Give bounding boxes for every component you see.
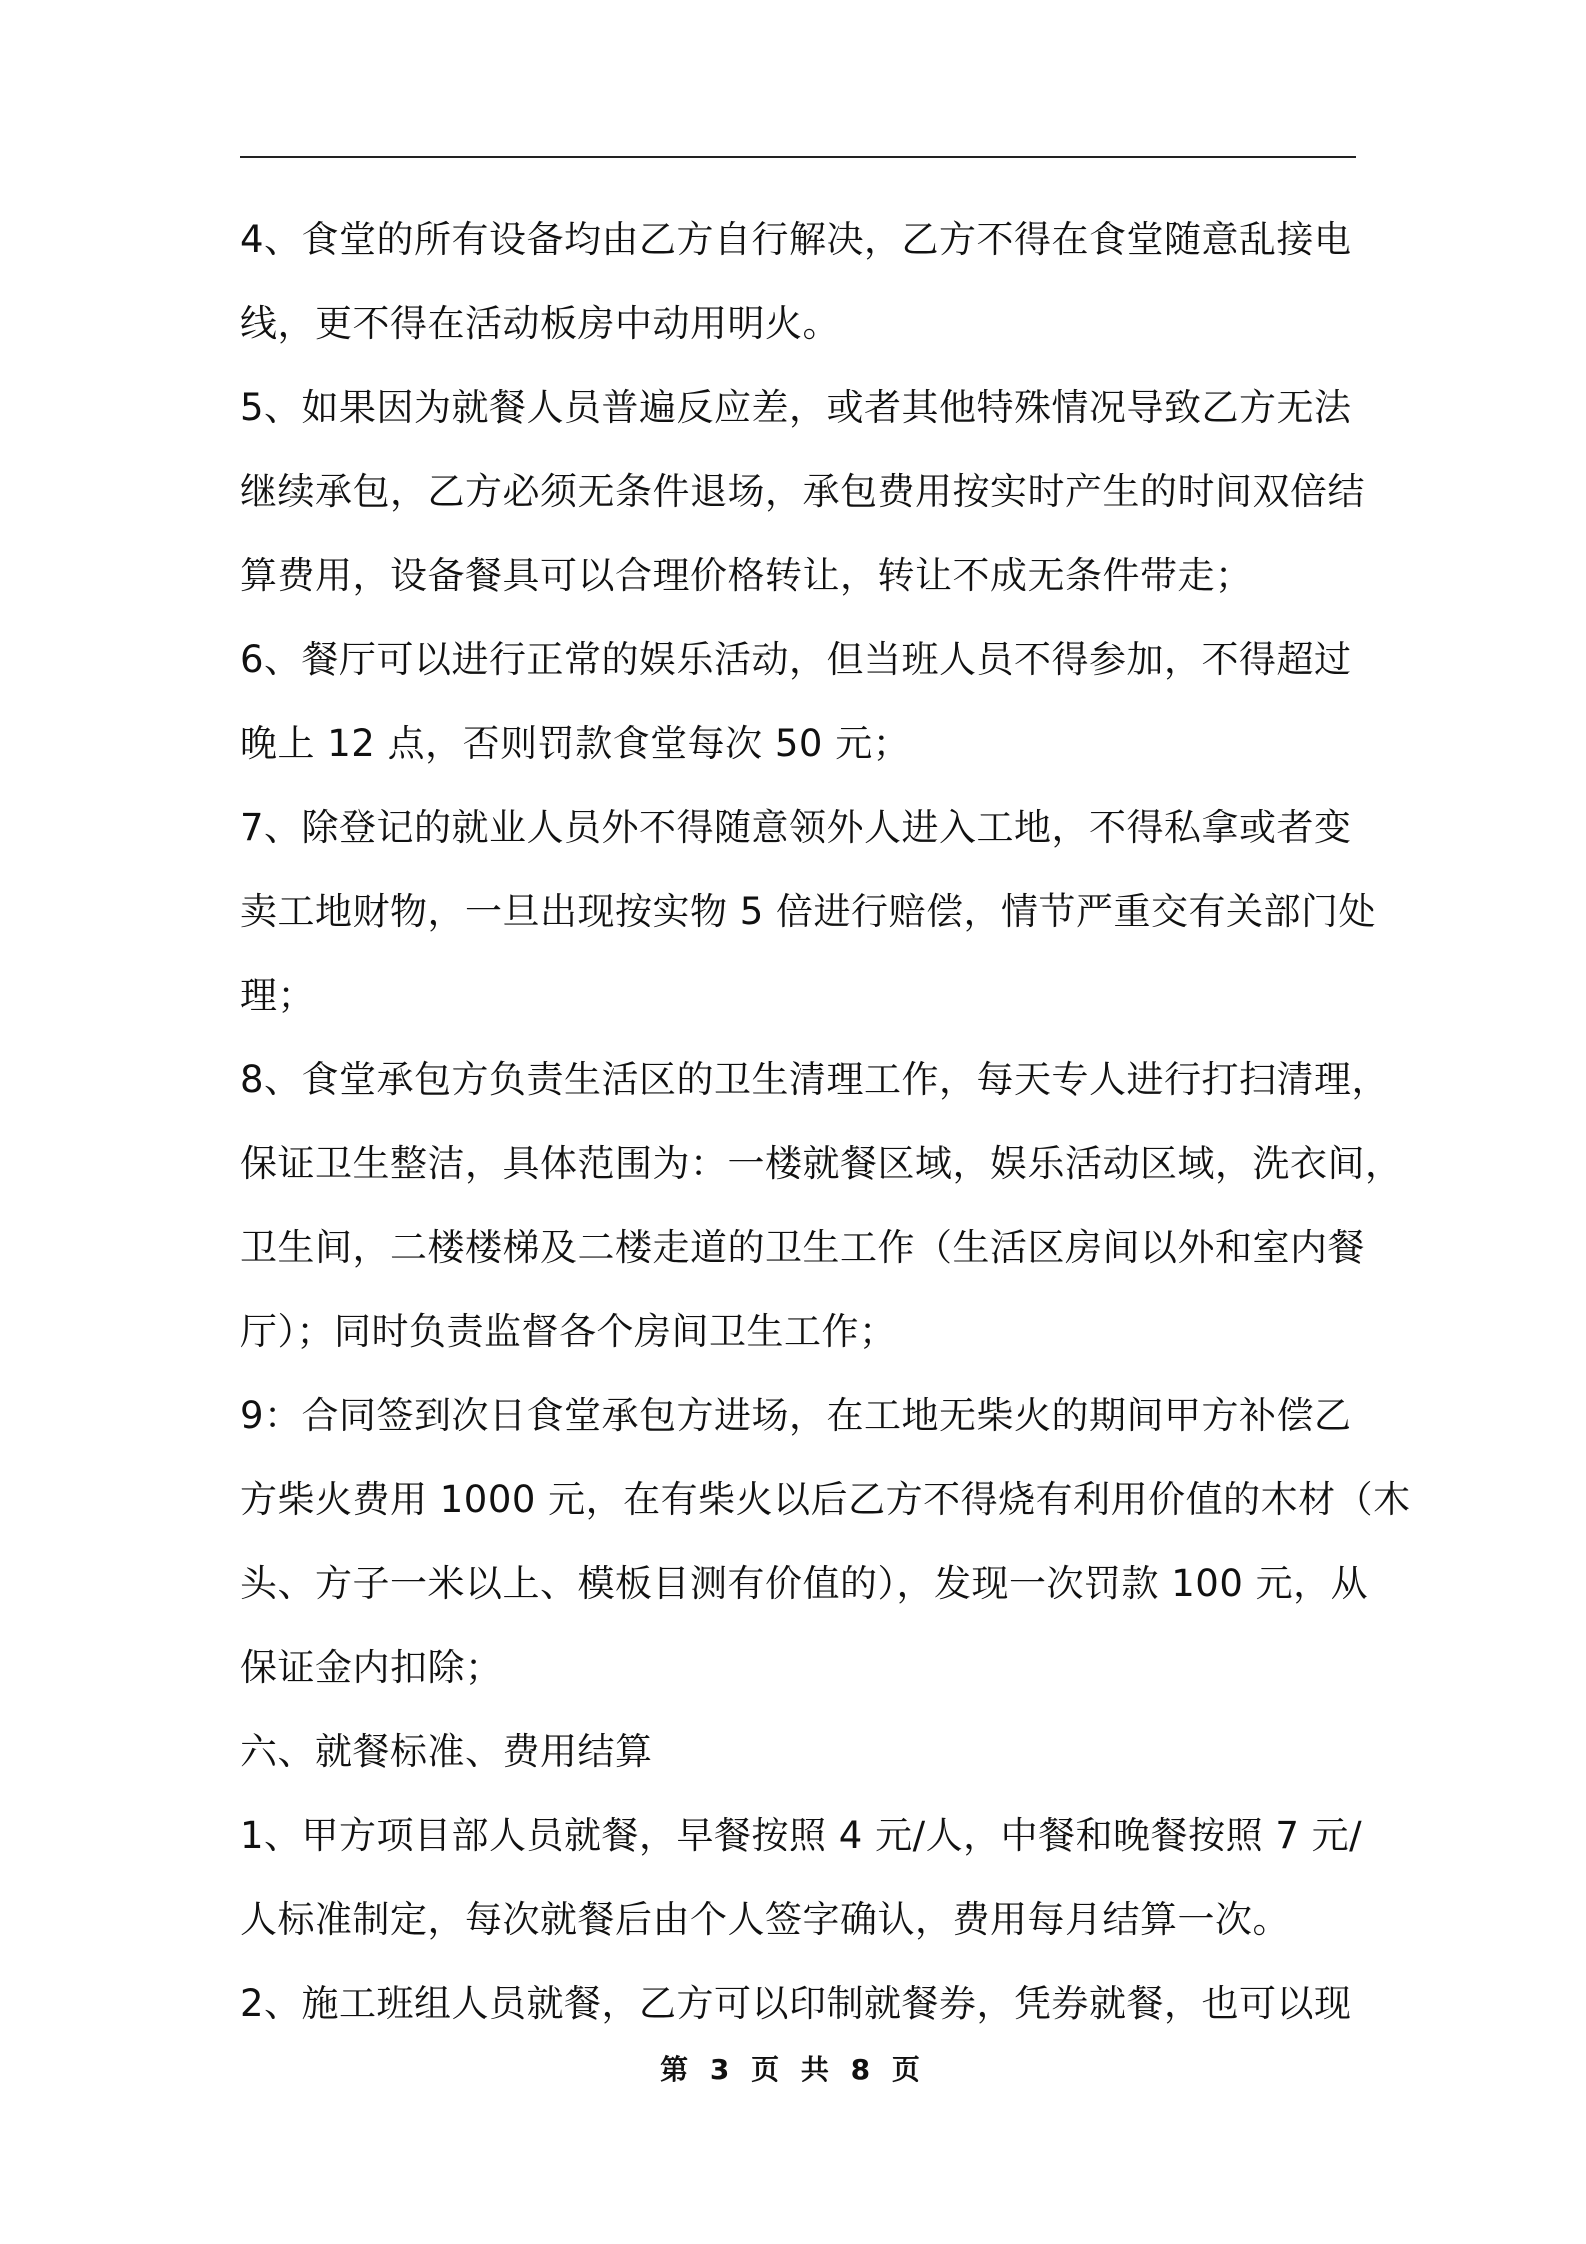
text-line: 方柴火费用 1000 元，在有柴火以后乙方不得烧有利用价值的木材（木	[240, 1478, 1411, 1521]
text-line: 2、施工班组人员就餐，乙方可以印制就餐券，凭券就餐，也可以现	[240, 1982, 1352, 2025]
text-line: 6、餐厅可以进行正常的娱乐活动，但当班人员不得参加，不得超过	[240, 638, 1352, 681]
section-heading: 六、就餐标准、费用结算	[240, 1730, 653, 1773]
text-line: 卫生间，二楼楼梯及二楼走道的卫生工作（生活区房间以外和室内餐	[240, 1226, 1365, 1269]
text-line: 卖工地财物，一旦出现按实物 5 倍进行赔偿，情节严重交有关部门处	[240, 890, 1377, 933]
text-line: 理；	[240, 974, 315, 1017]
text-line: 人标准制定，每次就餐后由个人签字确认，费用每月结算一次。	[240, 1898, 1290, 1941]
text-line: 线，更不得在活动板房中动用明火。	[240, 302, 840, 345]
text-line: 5、如果因为就餐人员普遍反应差，或者其他特殊情况导致乙方无法	[240, 386, 1352, 429]
text-line: 9：合同签到次日食堂承包方进场，在工地无柴火的期间甲方补偿乙	[240, 1394, 1352, 1437]
header-rule	[240, 156, 1356, 158]
text-line: 算费用，设备餐具可以合理价格转让，转让不成无条件带走；	[240, 554, 1253, 597]
text-line: 厅）；同时负责监督各个房间卫生工作；	[240, 1310, 897, 1353]
text-line: 8、食堂承包方负责生活区的卫生清理工作，每天专人进行打扫清理，	[240, 1058, 1390, 1101]
text-line: 7、除登记的就业人员外不得随意领外人进入工地，不得私拿或者变	[240, 806, 1352, 849]
page-number: 第 3 页 共 8 页	[660, 2053, 926, 2086]
text-line: 继续承包，乙方必须无条件退场，承包费用按实时产生的时间双倍结	[240, 470, 1365, 513]
document-body	[240, 198, 1411, 2046]
text-line: 头、方子一米以上、模板目测有价值的），发现一次罚款 100 元，从	[240, 1562, 1369, 1605]
text-line: 保证卫生整洁，具体范围为：一楼就餐区域，娱乐活动区域，洗衣间，	[240, 1142, 1403, 1185]
text-line: 1、甲方项目部人员就餐，早餐按照 4 元/人，中餐和晚餐按照 7 元/	[240, 1814, 1363, 1857]
text-line: 保证金内扣除；	[240, 1646, 503, 1689]
text-line: 晚上 12 点，否则罚款食堂每次 50 元；	[240, 722, 911, 765]
text-line: 4、食堂的所有设备均由乙方自行解决，乙方不得在食堂随意乱接电	[240, 218, 1352, 261]
